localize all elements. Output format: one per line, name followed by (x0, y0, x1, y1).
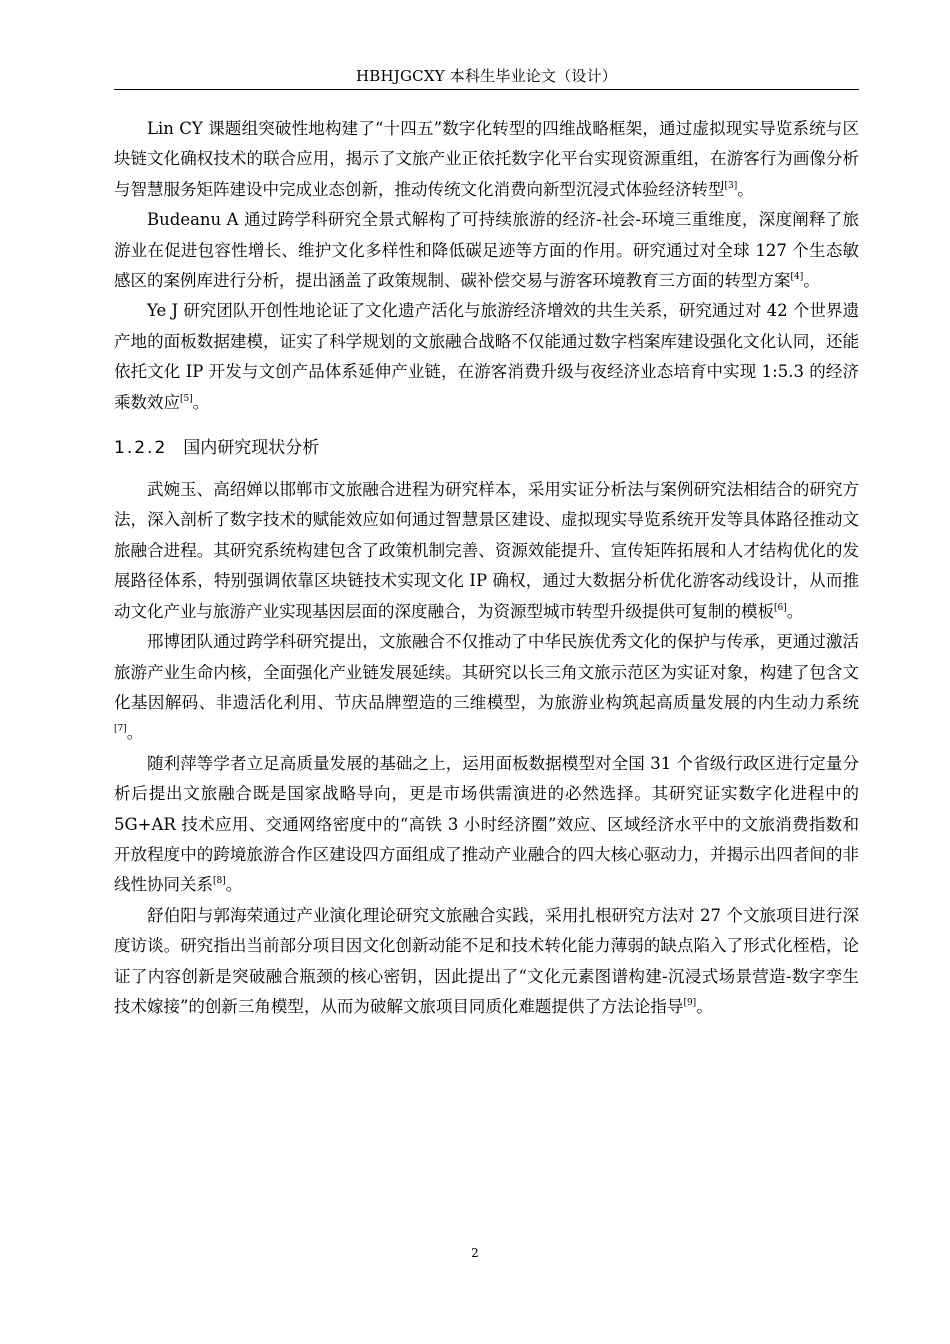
citation-ref: [7] (114, 724, 127, 735)
paragraph-tail: 。 (126, 723, 144, 743)
paragraph-xing-bo (114, 627, 859, 749)
paragraph-text: Ye J 研究团队开创性地论证了文化遗产活化与旅游经济增效的共生关系，研究通过对 42 个世界遗产地的面板数据建模，证实了科学规划的文旅融合战略不仅能通过数字档案库建设强化文化认同，还能依托文化 IP 开发与文创产品体系延伸产业链，在游客消费升级与夜经济业态培育中实现 1:5.3 的经济乘数效应 (114, 301, 859, 412)
paragraph-lin-cy (114, 114, 859, 205)
paragraph-text: 随利萍等学者立足高质量发展的基础之上，运用面板数据模型对全国 31 个省级行政区进行定量分析后提出文旅融合既是国家战略导向，更是市场供需演进的必然选择。其研究证实数字化进程中的 5G+AR 技术应用、交通网络密度中的“高铁 3 小时经济圈”效应、区域经济水平中的文旅消费指数和开放程度中的跨境旅游合作区建设四方面组成了推动产业融合的四大核心驱动力，并揭示出四者间的非线性协同关系 (114, 753, 859, 895)
paragraph-budeanu (114, 205, 859, 296)
citation-ref: [9] (683, 997, 697, 1008)
paragraph-shu-guo (114, 901, 859, 1023)
citation-ref: [4] (790, 272, 804, 283)
citation-ref: [8] (213, 876, 226, 887)
page-body (114, 114, 859, 1022)
paragraph-wu-gao (114, 475, 859, 627)
paragraph-text: Budeanu A 通过跨学科研究全景式解构了可持续旅游的经济-社会-环境三重维度，深度阐释了旅游业在促进包容性增长、维护文化多样性和降低碳足迹等方面的作用。研究通过对全球 127 个生态敏感区的案例库进行分析，提出涵盖了政策规制、碳补偿交易与游客环境教育三方面的转型方案 (114, 210, 859, 291)
paragraph-tail: 。 (737, 179, 754, 199)
paragraph-text: 武婉玉、高绍婵以邯郸市文旅融合进程为研究样本，采用实证分析法与案例研究法相结合的研究方法，深入剖析了数字技术的赋能效应如何通过智慧景区建设、虚拟现实导览系统开发等具体路径推动文旅融合进程。其研究系统构建包含了政策机制完善、资源效能提升、宣传矩阵拓展和人才结构优化的发展路径体系，特别强调依靠区块链技术实现文化 IP 确权，通过大数据分析优化游客动线设计，从而推动文化产业与旅游产业实现基因层面的深度融合，为资源型城市转型升级提供可复制的模板 (114, 480, 859, 621)
page-number: 2 (471, 1246, 479, 1260)
citation-ref: [5] (180, 393, 193, 404)
paragraph-tail: 。 (192, 392, 210, 412)
paragraph-text: 舒伯阳与郭海荣通过产业演化理论研究文旅融合实践，采用扎根研究方法对 27 个文旅项目进行深度访谈。研究指出当前部分项目因文化创新动能不足和技术转化能力薄弱的缺点陷入了形式化桎梏，论证了内容创新是突破融合瓶颈的核心密钥，因此提出了“文化元素图谱构建-沉浸式场景营造-数字孪生技术嫁接”的创新三角模型，从而为破解文旅项目同质化难题提供了方法论指导 (114, 905, 859, 1016)
section-title: 国内研究现状分析 (183, 438, 320, 459)
section-heading (114, 433, 859, 463)
paragraph-tail: 。 (225, 875, 243, 895)
running-header: HBHJGCXY 本科生毕业论文（设计） (355, 67, 617, 85)
citation-ref: [3] (724, 180, 738, 191)
paragraph-text: 邢博团队通过跨学科研究提出，文旅融合不仅推动了中华民族优秀文化的保护与传承，更通过激活旅游产业生命内核，全面强化产业链发展延续。其研究以长三角文旅示范区为实证对象，构建了包含文化基因解码、非遗活化利用、节庆品牌塑造的三维模型，为旅游业构筑起高质量发展的内生动力系统 (114, 632, 859, 712)
citation-ref: [6] (774, 602, 787, 613)
paragraph-text: Lin CY 课题组突破性地构建了“十四五”数字化转型的四维战略框架，通过虚拟现实导览系统与区块链文化确权技术的联合应用，揭示了文旅产业正依托数字化平台实现资源重组，在游客行为画像分析与智慧服务矩阵建设中完成业态创新，推动传统文化消费向新型沉浸式体验经济转型 (114, 119, 859, 199)
paragraph-tail: 。 (696, 996, 713, 1016)
paragraph-ye-j (114, 296, 859, 418)
section-number: 1.2.2 (114, 438, 168, 459)
header-rule (114, 89, 859, 90)
paragraph-sui-liping (114, 749, 859, 901)
paragraph-tail: 。 (803, 271, 820, 291)
paragraph-tail: 。 (786, 601, 804, 621)
